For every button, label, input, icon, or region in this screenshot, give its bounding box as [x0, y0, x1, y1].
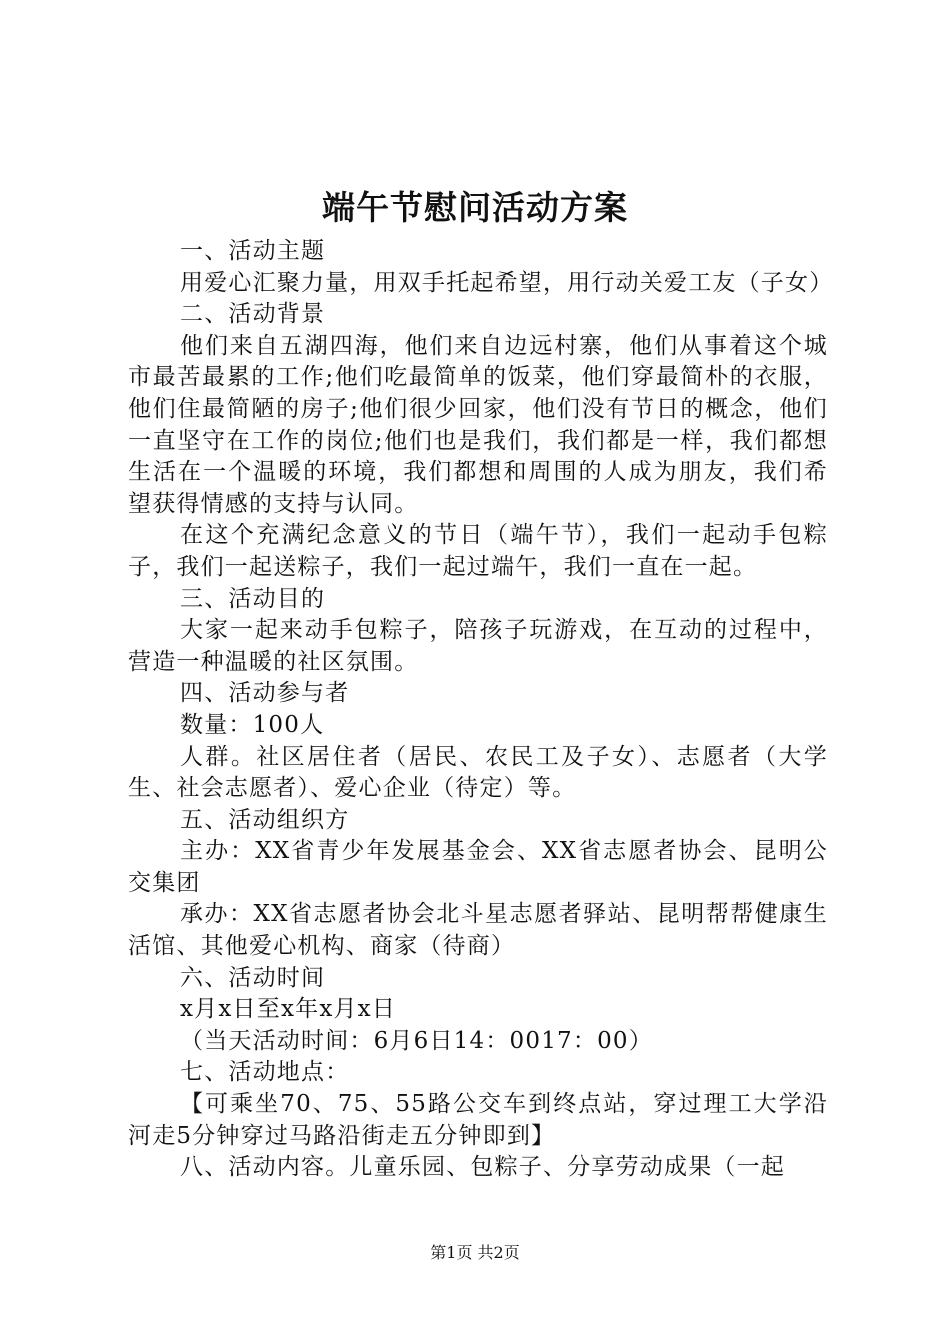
paragraph-background: 他们来自五湖四海，他们来自边远村寨，他们从事着这个城市最苦最累的工作;他们吃最简单的饭菜，他们穿最简朴的衣服，他们住最简陋的房子;他们很少回家，他们没有节日的概念，他们一直坚守在工作的岗位;他们也是我们，我们都是一样，我们都想生活在一个温暖的环境，我们都想和周围的人成为朋友，我们希望获得情感的支持与认同。 [128, 332, 828, 517]
section-heading-time: 六、活动时间 [180, 964, 326, 991]
section-heading-theme: 一、活动主题 [180, 238, 326, 264]
section-heading-organizers: 五、活动组织方 [180, 806, 350, 833]
paragraph-content: 八、活动内容。儿童乐园、包粽子、分享劳动成果（一起 [180, 1154, 785, 1181]
paragraph-date-range: x月x日至x年x月x日 [180, 996, 397, 1023]
paragraph-host: 主办：XX省青少年发展基金会、XX省志愿者协会、昆明公交集团 [128, 838, 828, 896]
document-title: 端午节慰问活动方案 [322, 188, 628, 227]
section-heading-location: 七、活动地点： [180, 1059, 350, 1086]
paragraph-count: 数量：100人 [180, 711, 325, 738]
paragraph-directions: 【可乘坐70、75、55路公交车到终点站，穿过理工大学沿河走5分钟穿过马路沿街走五分钟即到】 [128, 1091, 828, 1149]
paragraph-day-time: （当天活动时间：6月6日14：0017：00） [180, 1027, 653, 1054]
paragraph-purpose: 大家一起来动手包粽子，陪孩子玩游戏，在互动的过程中，营造一种温暖的社区氛围。 [128, 617, 828, 675]
paragraph-crowd: 人群。社区居住者（居民、农民工及子女）、志愿者（大学生、社会志愿者）、爱心企业（待定）等。 [128, 743, 828, 802]
document-body [128, 236, 834, 1184]
section-heading-purpose: 三、活动目的 [180, 585, 326, 612]
section-heading-background: 二、活动背景 [180, 301, 326, 328]
page-number-footer: 第1页 共2页 [430, 1243, 520, 1262]
paragraph-theme: 用爱心汇聚力量，用双手托起希望，用行动关爱工友（子女） [180, 269, 834, 296]
section-heading-participants: 四、活动参与者 [180, 680, 350, 707]
paragraph-festival: 在这个充满纪念意义的节日（端午节），我们一起动手包粽子，我们一起送粽子，我们一起过端午，我们一直在一起。 [128, 522, 828, 580]
paragraph-organizer: 承办：XX省志愿者协会北斗星志愿者驿站、昆明帮帮健康生活馆、其他爱心机构、商家（待商） [128, 901, 828, 960]
